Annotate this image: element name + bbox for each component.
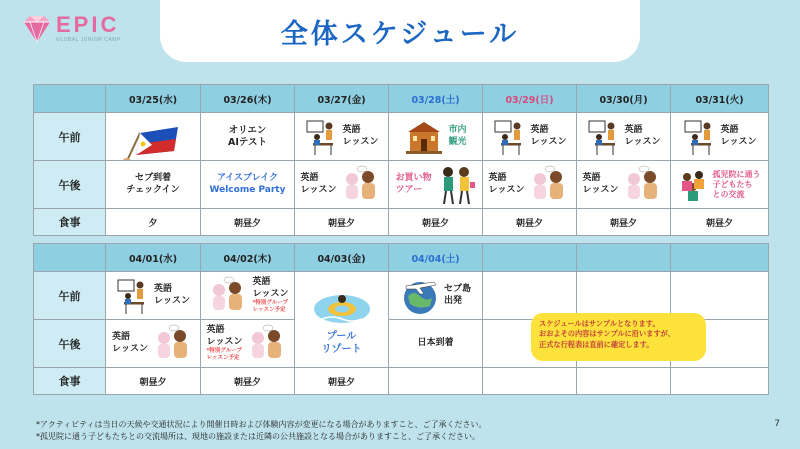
activity-label: 英語 レッスン	[582, 173, 619, 195]
airplane-globe-icon	[400, 276, 440, 316]
activity-label: 英語 レッスン	[154, 284, 190, 306]
activity-label: 市内 観光	[448, 125, 467, 147]
lesson-teacher-icon	[493, 117, 527, 157]
activity-label: 英語 レッスン	[342, 125, 379, 147]
special-lesson-note: *特別グループ レッスン予定	[252, 299, 288, 313]
week1-morning-row	[34, 113, 769, 161]
row-label-afternoon: 午後	[34, 320, 106, 368]
header-corner	[34, 244, 106, 272]
date-header-empty	[577, 244, 671, 272]
schedule-cell	[295, 161, 389, 209]
meal-cell: 朝昼夕	[577, 209, 671, 236]
philippine-flag-icon	[118, 125, 188, 161]
schedule-cell	[106, 320, 201, 368]
schedule-cell	[389, 272, 483, 320]
conversation-people-icon	[340, 165, 382, 205]
meal-cell: 夕	[106, 209, 201, 236]
page-title: 全体スケジュール	[280, 18, 520, 50]
header-corner	[34, 85, 106, 113]
schedule-cell	[106, 161, 201, 209]
church-landmark-icon	[404, 117, 444, 157]
lesson-teacher-icon	[587, 117, 621, 157]
schedule-cell-empty	[106, 113, 201, 161]
row-label-morning: 午前	[34, 113, 106, 161]
activity-label: 英語 レッスン	[300, 173, 337, 195]
meal-cell: 朝昼夕	[295, 209, 389, 236]
meal-cell: 朝昼夕	[201, 368, 295, 395]
schedule-cell	[201, 272, 295, 320]
footnotes	[36, 419, 486, 443]
activity-label: 英語 レッスン	[720, 125, 757, 147]
row-label-meal: 食事	[34, 209, 106, 236]
children-group-icon	[679, 165, 709, 205]
conversation-people-icon	[528, 165, 570, 205]
week2-header-row	[34, 244, 769, 272]
date-header: 04/03(金)	[295, 244, 389, 272]
logo-tagline: GLOBAL JUNIOR CAMP	[56, 37, 121, 43]
meal-cell-empty	[577, 368, 671, 395]
schedule-cell	[389, 161, 483, 209]
row-label-morning: 午前	[34, 272, 106, 320]
activity-label: 英語 レッスン	[206, 325, 243, 347]
shopping-girls-icon	[436, 164, 476, 206]
footnote-orphanage: *孤児院に通う子どもたちとの交流場所は、現地の施設または近隣の公共施設となる場合がありますこと、ご了承ください。	[36, 432, 480, 441]
row-label-meal: 食事	[34, 368, 106, 395]
activity-label: 孤児院に通う 子どもたち との交流	[712, 169, 761, 199]
sample-schedule-callout: スケジュールはサンプルとなります。 おおよその内容はサンプルに沿いますが、 正式な行程表は直前に確定します。	[531, 313, 706, 361]
logo-wordmark: EPIC	[56, 12, 120, 37]
schedule-cell	[201, 320, 295, 368]
schedule-cell	[295, 113, 389, 161]
schedule-cell	[201, 113, 295, 161]
activity-label: お買い物 ツアー	[395, 173, 432, 195]
schedule-cell	[577, 113, 671, 161]
epic-logo	[20, 10, 130, 50]
activity-label: セブ島 出発	[443, 284, 471, 306]
activity-label: 英語 レッスン	[252, 277, 289, 299]
schedule-cell	[295, 272, 389, 368]
meal-cell: 朝昼夕	[201, 209, 295, 236]
activity-label: アイスブレイク Welcome Party	[209, 173, 286, 195]
footnote-activities: *アクティビティは当日の天候や交通状況により開催日時および体験内容が変更になる場合がありますこと、ご了承ください。	[36, 420, 487, 429]
schedule-cell	[483, 161, 577, 209]
activity-label: 英語 レッスン	[112, 332, 148, 354]
activity-label: セブ到着 チェックイン	[126, 173, 180, 195]
lesson-teacher-icon	[116, 276, 150, 316]
row-label-afternoon: 午後	[34, 161, 106, 209]
conversation-people-icon	[152, 324, 194, 364]
schedule-cell	[483, 113, 577, 161]
meal-cell	[389, 368, 483, 395]
meal-cell: 朝昼夕	[671, 209, 769, 236]
page-number: 7	[774, 419, 780, 429]
meal-cell: 朝昼夕	[389, 209, 483, 236]
date-header-empty	[671, 244, 769, 272]
activity-label: 英語 レッスン	[488, 173, 525, 195]
activity-block	[207, 325, 243, 361]
date-header: 03/27(金)	[295, 85, 389, 113]
meal-cell-empty	[483, 368, 577, 395]
meal-cell-empty	[671, 368, 769, 395]
week1-meal-row	[34, 209, 769, 236]
meal-cell: 朝昼夕	[106, 368, 201, 395]
schedule-cell	[389, 113, 483, 161]
date-header-sunday: 03/29(日)	[483, 85, 577, 113]
date-header: 04/02(木)	[201, 244, 295, 272]
conversation-people-icon	[622, 165, 664, 205]
lesson-teacher-icon	[683, 117, 717, 157]
schedule-cell	[671, 113, 769, 161]
date-header: 04/01(水)	[106, 244, 201, 272]
date-header: 03/30(月)	[577, 85, 671, 113]
conversation-people-icon	[207, 276, 249, 316]
week1-header-row	[34, 85, 769, 113]
week2-meal-row	[34, 368, 769, 395]
conversation-people-icon	[246, 324, 288, 364]
schedule-cell	[201, 161, 295, 209]
week1-afternoon-row	[34, 161, 769, 209]
date-header-saturday: 04/04(土)	[389, 244, 483, 272]
activity-label: 英語 レッスン	[530, 125, 567, 147]
title-banner	[160, 0, 640, 62]
activity-label: 日本到着	[417, 337, 454, 348]
pool-float-icon	[312, 283, 372, 327]
date-header: 03/26(木)	[201, 85, 295, 113]
date-header: 03/31(火)	[671, 85, 769, 113]
date-header-empty	[483, 244, 577, 272]
date-header-saturday: 03/28(土)	[389, 85, 483, 113]
schedule-cell	[389, 320, 483, 368]
meal-cell: 朝昼夕	[295, 368, 389, 395]
lesson-teacher-icon	[305, 117, 339, 157]
diamond-icon	[20, 14, 54, 44]
activity-block	[253, 277, 289, 313]
activity-label: 英語 レッスン	[624, 125, 661, 147]
activity-label: オリエン AIテスト	[227, 124, 267, 148]
schedule-cell	[671, 161, 769, 209]
schedule-cell	[577, 161, 671, 209]
meal-cell: 朝昼夕	[483, 209, 577, 236]
special-lesson-note: *特別グループ レッスン予定	[206, 347, 242, 361]
date-header: 03/25(水)	[106, 85, 201, 113]
schedule-cell	[106, 272, 201, 320]
activity-label: プール リゾート	[321, 331, 362, 355]
